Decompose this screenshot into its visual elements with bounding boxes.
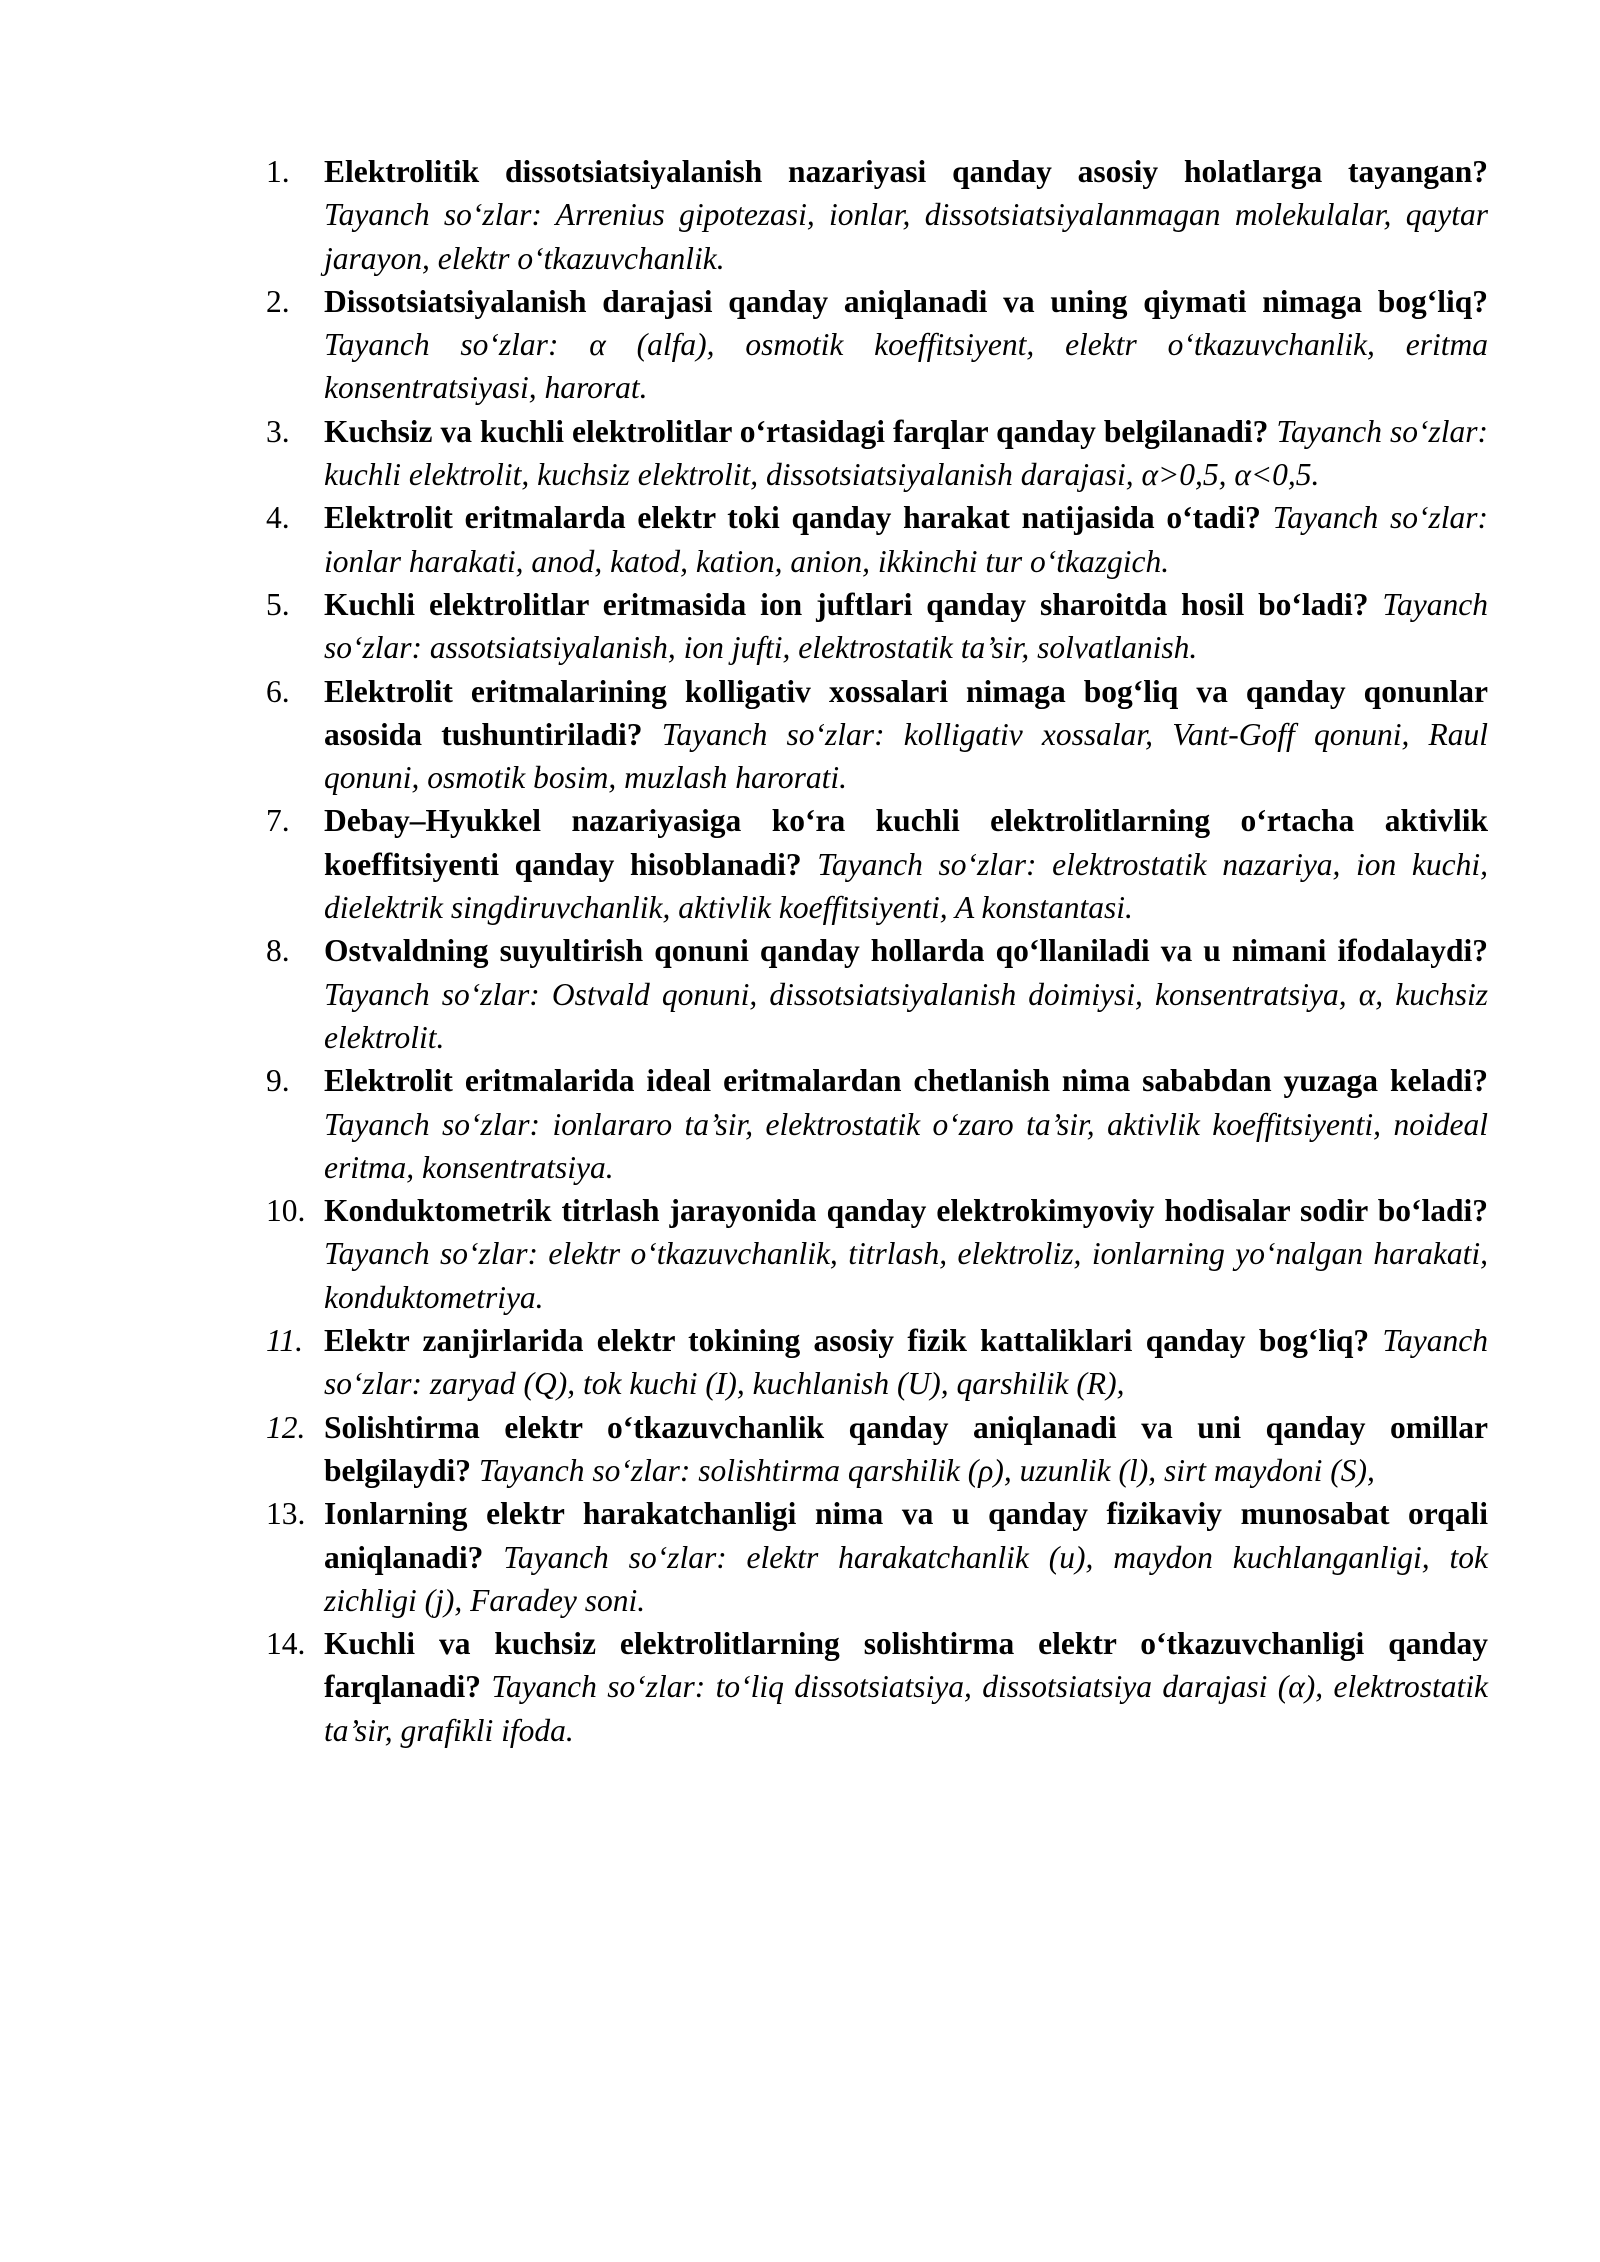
question-number: 10. bbox=[266, 1193, 306, 1229]
keywords-text: Tayanch so‘zlar: ionlararo ta’sir, elektrostatik o‘zaro ta’sir, aktivlik koeffitsiyenti, noideal eritma, konsentratsiya. bbox=[324, 1106, 1488, 1185]
question-number: 7. bbox=[266, 803, 290, 839]
question-text: Dissotsiatsiyalanish darajasi qanday aniqlanadi va uning qiymati nimaga bog‘liq? bbox=[324, 283, 1488, 319]
keywords-text: Tayanch so‘zlar: to‘liq dissotsiatsiya, dissotsiatsiya darajasi (α), elektrostatik ta’sir, grafikli ifoda. bbox=[324, 1669, 1488, 1748]
question-text: Elektrolitik dissotsiatsiyalanish nazariyasi qanday asosiy holatlarga tayangan? bbox=[324, 154, 1488, 189]
question-text: Ostvaldning suyultirish qonuni qanday hollarda qo‘llaniladi va u nimani ifodalaydi? bbox=[324, 933, 1488, 969]
keywords-text: Tayanch so‘zlar: elektr harakatchanlik (u), maydon kuchlanganligi, tok zichligi (j), Faradey soni. bbox=[324, 1539, 1489, 1618]
question-text: Kuchli va kuchsiz elektrolitlarning solishtirma elektr o‘tkazuvchanligi qanday farqlanadi? bbox=[324, 1626, 1488, 1705]
question-text: Solishtirma elektr o‘tkazuvchanlik qanday aniqlanadi va uni qanday omillar belgilaydi? bbox=[324, 1409, 1488, 1488]
keywords-text: Tayanch so‘zlar: zaryad (Q), tok kuchi (I), kuchlanish (U), qarshilik (R), bbox=[324, 1323, 1489, 1402]
keywords-text: Tayanch so‘zlar: α (alfa), osmotik koeffitsiyent, elektr o‘tkazuvchanlik, eritma konsentratsiyasi, harorat. bbox=[324, 327, 1488, 406]
question-item bbox=[268, 1492, 1488, 1622]
question-number: 9. bbox=[266, 1063, 290, 1099]
question-number: 1. bbox=[266, 154, 290, 189]
question-text: Elektrolit eritmalarida ideal eritmalardan chetlanish nima sababdan yuzaga keladi? bbox=[324, 1063, 1488, 1099]
keywords-text: Tayanch so‘zlar: elektr o‘tkazuvchanlik, titrlash, elektroliz, ionlarning yo‘nalgan harakati, konduktometriya. bbox=[324, 1236, 1488, 1315]
question-text: Elektrolit eritmalarining kolligativ xossalari nimaga bog‘liq va qanday qonunlar asosida tushuntiriladi? bbox=[324, 673, 1488, 752]
keywords-text: Tayanch so‘zlar: Arrenius gipotezasi, ionlar, dissotsiatsiyalanmagan molekulalar, qaytar jarayon, elektr o‘tkazuvchanlik. bbox=[324, 197, 1488, 276]
question-item bbox=[268, 150, 1488, 280]
question-number: 14. bbox=[266, 1626, 306, 1662]
keywords-text: Tayanch so‘zlar: elektrostatik nazariya, ion kuchi, dielektrik singdiruvchanlik, aktivlik koeffitsiyenti, A konstantasi. bbox=[324, 846, 1489, 926]
question-text: Elektr zanjirlarida elektr tokining asosiy fizik kattaliklari qanday bog‘liq? bbox=[324, 1323, 1370, 1359]
question-item bbox=[268, 280, 1488, 410]
keywords-text: Tayanch so‘zlar: solishtirma qarshilik (ρ), uzunlik (l), sirt maydoni (S), bbox=[478, 1452, 1375, 1488]
keywords-text: Tayanch so‘zlar: kolligativ xossalar, Vant-Goff qonuni, Raul qonuni, osmotik bosim, muzlash harorati. bbox=[324, 716, 1489, 796]
question-item bbox=[268, 1059, 1488, 1189]
question-item bbox=[268, 496, 1488, 583]
question-item bbox=[268, 1406, 1488, 1493]
question-number: 5. bbox=[266, 586, 290, 622]
question-item bbox=[268, 1622, 1488, 1752]
question-text: Konduktometrik titrlash jarayonida qanday elektrokimyoviy hodisalar sodir bo‘ladi? bbox=[324, 1193, 1488, 1229]
question-item bbox=[268, 1319, 1488, 1406]
question-item bbox=[268, 929, 1488, 1059]
keywords-text: Tayanch so‘zlar: kuchli elektrolit, kuchsiz elektrolit, dissotsiatsiyalanish darajasi, α>0,5, α<0,5. bbox=[324, 413, 1488, 493]
question-text: Elektrolit eritmalarda elektr toki qanday harakat natijasida o‘tadi? bbox=[324, 500, 1261, 536]
question-number: 13. bbox=[266, 1496, 306, 1532]
question-text: Ionlarning elektr harakatchanligi nima va u qanday fizikaviy munosabat orqali aniqlanadi? bbox=[324, 1496, 1488, 1575]
question-item bbox=[268, 410, 1488, 497]
question-number: 12. bbox=[266, 1409, 306, 1445]
question-list bbox=[268, 150, 1488, 1752]
question-text: Debay–Hyukkel nazariyasiga ko‘ra kuchli elektrolitlarning o‘rtacha aktivlik koeffitsiyenti qanday hisoblanadi? bbox=[324, 803, 1488, 882]
question-number: 8. bbox=[266, 933, 290, 969]
keywords-text: Tayanch so‘zlar: Ostvald qonuni, dissotsiatsiyalanish doimiysi, konsentratsiya, α, kuchsiz elektrolit. bbox=[324, 976, 1488, 1055]
question-text: Kuchsiz va kuchli elektrolitlar o‘rtasidagi farqlar qanday belgilanadi? bbox=[324, 413, 1269, 449]
question-number: 2. bbox=[266, 283, 290, 319]
keywords-text: Tayanch so‘zlar: assotsiatsiyalanish, ion jufti, elektrostatik ta’sir, solvatlanish. bbox=[324, 586, 1488, 666]
question-item bbox=[268, 799, 1488, 929]
question-text: Kuchli elektrolitlar eritmasida ion juftlari qanday sharoitda hosil bo‘ladi? bbox=[324, 586, 1369, 622]
keywords-text: Tayanch so‘zlar: ionlar harakati, anod, katod, kation, anion, ikkinchi tur o‘tkazgich. bbox=[324, 500, 1489, 579]
question-number: 6. bbox=[266, 673, 290, 709]
question-item bbox=[268, 583, 1488, 670]
question-item bbox=[268, 670, 1488, 800]
question-item bbox=[268, 1189, 1488, 1319]
question-number: 4. bbox=[266, 500, 290, 536]
question-number: 3. bbox=[266, 413, 290, 449]
question-number: 11. bbox=[266, 1323, 304, 1359]
document-page bbox=[268, 150, 1488, 1752]
